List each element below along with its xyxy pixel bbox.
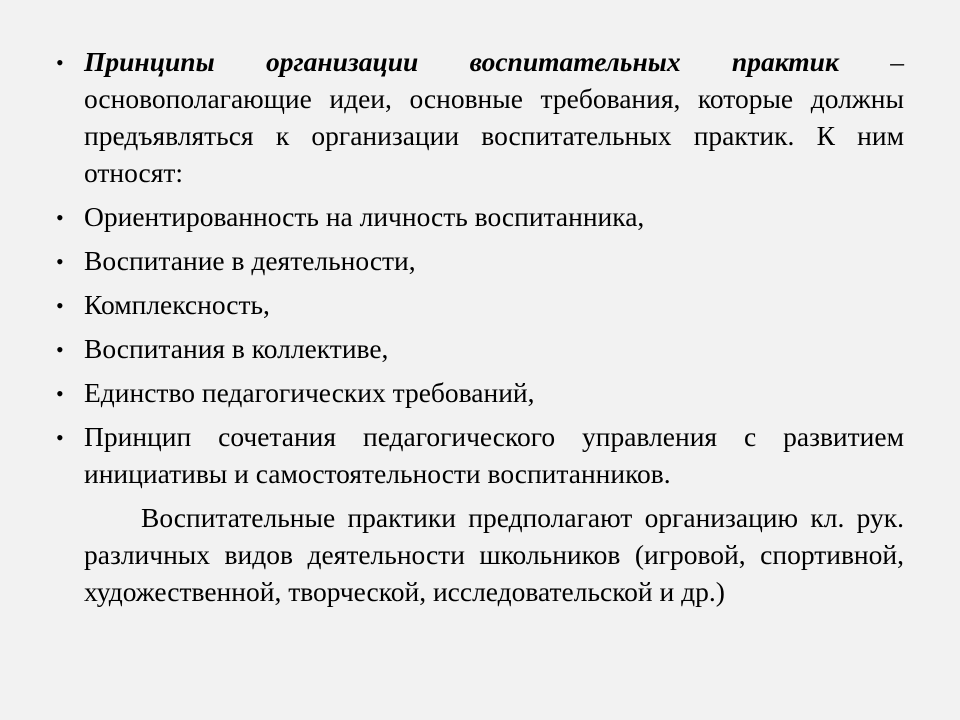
list-item [56, 286, 904, 323]
bullet-icon: • [56, 337, 64, 362]
body-paragraph: Воспитательные практики предполагают организацию кл. рук. различных видов деятельности школьников (игровой, спортивной, художественной, творческой, исследовательской и др.) [84, 502, 904, 607]
slide-content [56, 43, 904, 610]
list-item [56, 242, 904, 279]
principle-text: Принцип сочетания педагогического управления с развитием инициативы и самостоятельности воспитанников. [84, 421, 904, 489]
bullet-icon: • [56, 381, 64, 406]
bullet-icon: • [56, 249, 64, 274]
definition-text: – основополагающие идеи, основные требования, которые должны предъявляться к организации воспитательных практик. К ним относят: [84, 46, 905, 188]
term: Принципы организации воспитательных практик [84, 46, 839, 77]
list-item [56, 418, 904, 492]
bullet-icon: • [56, 50, 64, 75]
principle-text: Воспитания в коллективе, [84, 333, 389, 364]
bullet-icon: • [56, 425, 64, 450]
principle-text: Комплексность, [84, 289, 270, 320]
list-item [56, 330, 904, 367]
bullet-list [56, 43, 904, 492]
principle-text: Ориентированность на личность воспитанника, [84, 201, 645, 232]
list-item [56, 198, 904, 235]
principle-text: Воспитание в деятельности, [84, 245, 416, 276]
bullet-icon: • [56, 205, 64, 230]
list-item [56, 374, 904, 411]
principle-text: Единство педагогических требований, [84, 377, 535, 408]
list-item-definition [56, 43, 904, 191]
bullet-icon: • [56, 293, 64, 318]
